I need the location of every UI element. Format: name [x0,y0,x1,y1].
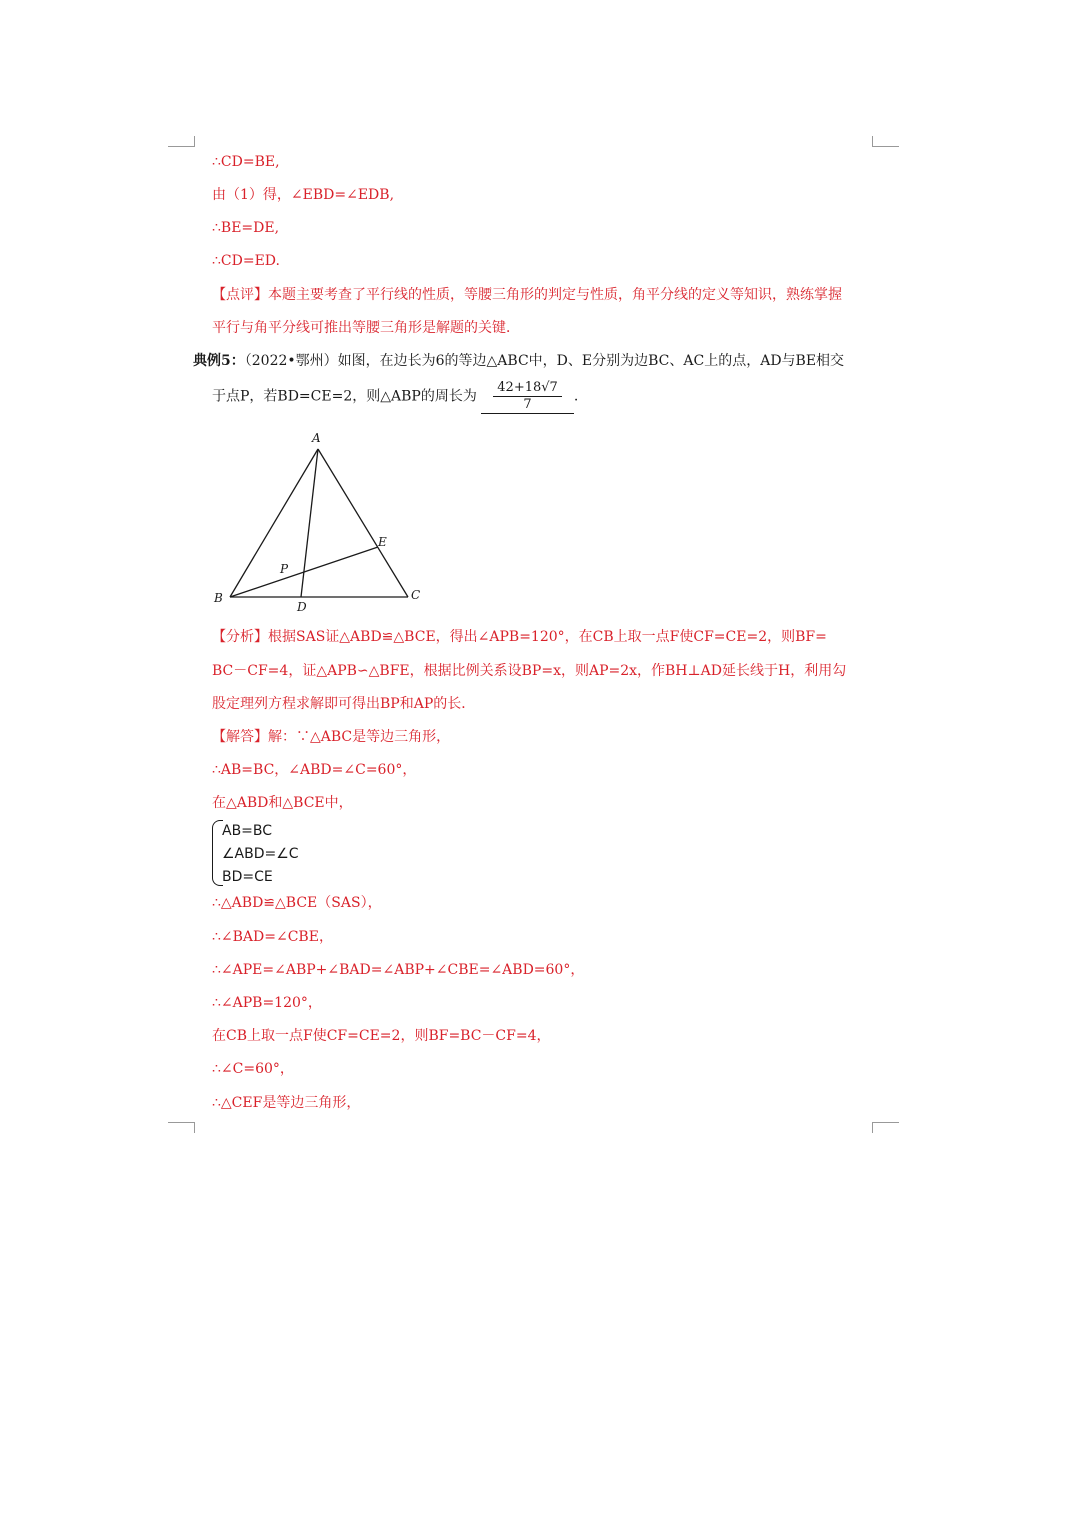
solution-line-8: 在CB上取一点F使CF=CE=2，则BF=BC－CF=4， [212,1028,551,1044]
label-d: D [297,600,307,614]
example-heading [193,351,844,371]
answer-blank [481,380,574,414]
solution-line-2: ∴AB=BC，∠ABD=∠C=60°， [212,762,417,778]
segment-be [230,547,378,597]
solution-line-7: ∴∠APB=120°， [212,995,322,1011]
proof-line-1: ∴CD=BE, [212,154,280,170]
solution-line-1 [212,727,450,747]
page-corner-bottom-left [168,1122,195,1133]
page-corner-top-left [168,136,195,147]
page-corner-bottom-right [872,1122,899,1133]
example-label: 典例5： [193,353,245,369]
answer-denominator: 7 [523,397,532,412]
label-a: A [312,431,321,445]
example-question-line [212,380,578,414]
solution-line-6: ∴∠APE=∠ABP+∠BAD=∠ABP+∠CBE=∠ABD=60°， [212,962,585,978]
solution-label: 【解答】 [212,729,268,745]
comment-line-1: 【点评】本题主要考查了平行线的性质，等腰三角形的判定与性质，角平分线的定义等知识，熟练掌握 [212,287,842,303]
segment-ad [301,449,318,597]
triangle-figure [200,425,440,620]
page-corner-top-right [872,136,899,147]
comment-line-2: 平行与角平分线可推出等腰三角形是解题的关键． [212,320,520,336]
proof-line-4: ∴CD=ED. [212,253,280,269]
question-end: . [573,388,579,405]
label-c: C [411,588,421,602]
question-text: 于点P，若BD=CE=2，则△ABP的周长为 [212,388,477,405]
analysis-line-2: BC－CF=4，证△APB∽△BFE，根据比例关系设BP=x，则AP=2x，作BH⊥AD延长线于H，利用勾 [212,663,847,679]
analysis-line-1: 【分析】根据SAS证△ABD≌△BCE，得出∠APB=120°，在CB上取一点F使CF=CE=2，则BF= [212,629,827,645]
system-line-2: ∠ABD=∠C [222,846,299,862]
proof-line-2: 由（1）得，∠EBD=∠EDB, [212,187,395,203]
solution-text: 解：∵△ABC是等边三角形， [268,729,451,745]
solution-line-5: ∴∠BAD=∠CBE， [212,929,333,945]
solution-line-3: 在△ABD和△BCE中， [212,795,353,811]
label-b: B [214,591,223,605]
label-p: P [280,562,289,576]
answer-fraction [493,380,562,413]
label-e: E [378,535,387,549]
system-line-1: AB=BC [222,823,273,839]
analysis-line-3: 股定理列方程求解即可得出BP和AP的长． [212,696,476,712]
solution-line-9: ∴∠C=60°， [212,1061,294,1077]
answer-numerator: 42+18√7 [493,380,562,397]
system-line-3: BD=CE [222,869,273,885]
side-ac [318,449,408,597]
example-text: （2022•鄂州）如图，在边长为6的等边△ABC中，D、E分别为边BC、AC上的点，AD与BE相交 [244,353,845,369]
solution-line-4: ∴△ABD≌△BCE（SAS）， [212,895,382,911]
side-ab [230,449,318,597]
proof-line-3: ∴BE=DE, [212,220,280,236]
solution-line-10: ∴△CEF是等边三角形， [212,1095,361,1111]
